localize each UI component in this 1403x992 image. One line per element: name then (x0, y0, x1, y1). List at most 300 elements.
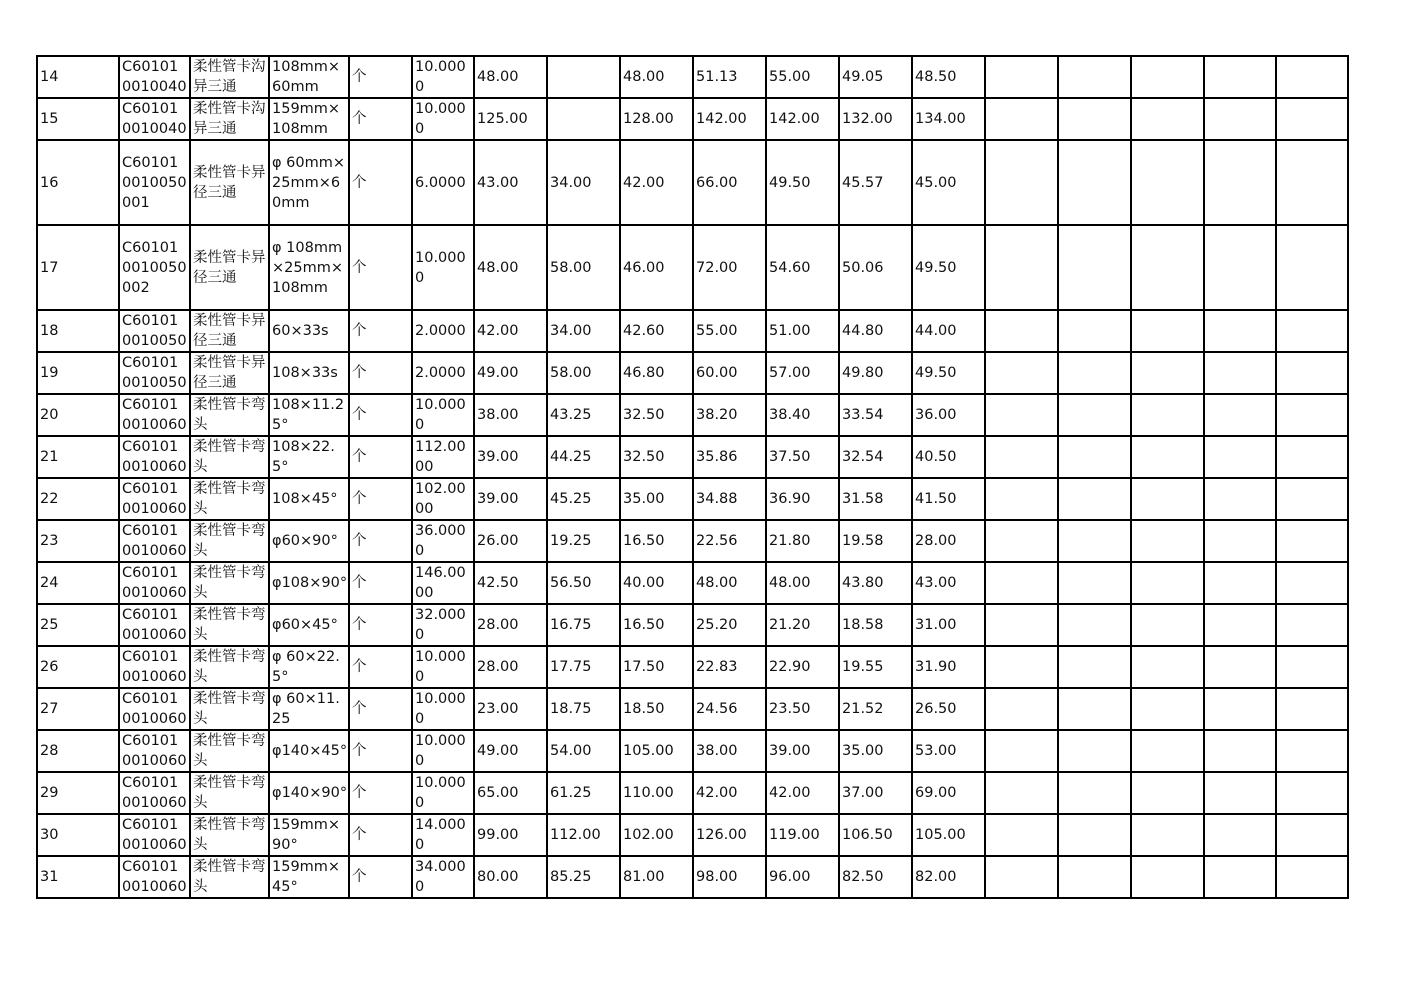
item-name-cell: 柔性管卡弯头 (190, 604, 269, 646)
item-code-cell: C60101 0010060 (119, 814, 190, 856)
price-cell: 49.05 (839, 56, 912, 98)
quantity-cell: 112.0000 (412, 436, 474, 478)
unit-cell: 个 (349, 225, 412, 310)
item-code-cell: C60101 0010050 002 (119, 225, 190, 310)
price-cell: 37.00 (839, 772, 912, 814)
table-row (37, 856, 1348, 898)
unit-cell: 个 (349, 730, 412, 772)
empty-cell (1058, 310, 1131, 352)
unit-cell: 个 (349, 394, 412, 436)
item-code-cell: C60101 0010060 (119, 436, 190, 478)
price-cell: 34.88 (693, 478, 766, 520)
price-cell: 25.20 (693, 604, 766, 646)
item-name-cell: 柔性管卡弯头 (190, 520, 269, 562)
price-cell: 142.00 (693, 98, 766, 140)
item-spec-cell: φ140×90° (269, 772, 349, 814)
price-cell: 45.57 (839, 140, 912, 225)
price-cell: 43.25 (547, 394, 620, 436)
price-cell: 31.58 (839, 478, 912, 520)
price-cell: 35.00 (839, 730, 912, 772)
empty-cell (1204, 310, 1276, 352)
empty-cell (1204, 814, 1276, 856)
item-code-cell: C60101 0010060 (119, 562, 190, 604)
price-cell: 80.00 (474, 856, 547, 898)
item-spec-cell: φ 108mm×25mm×108mm (269, 225, 349, 310)
price-cell: 58.00 (547, 225, 620, 310)
price-cell (547, 56, 620, 98)
empty-cell (1131, 646, 1204, 688)
price-cell: 49.50 (912, 352, 985, 394)
table-row (37, 225, 1348, 310)
quantity-cell: 10.0000 (412, 98, 474, 140)
price-cell: 98.00 (693, 856, 766, 898)
unit-cell: 个 (349, 56, 412, 98)
table-row (37, 562, 1348, 604)
empty-cell (1276, 562, 1348, 604)
price-cell: 46.00 (620, 225, 693, 310)
empty-cell (1058, 772, 1131, 814)
quantity-cell: 2.0000 (412, 352, 474, 394)
item-spec-cell: 108×11.25° (269, 394, 349, 436)
empty-cell (1276, 730, 1348, 772)
empty-cell (1131, 730, 1204, 772)
price-cell: 39.00 (474, 478, 547, 520)
price-cell: 102.00 (620, 814, 693, 856)
row-number-cell: 26 (37, 646, 119, 688)
empty-cell (1204, 140, 1276, 225)
item-code-cell: C60101 0010060 (119, 520, 190, 562)
empty-cell (985, 225, 1058, 310)
price-cell: 50.06 (839, 225, 912, 310)
price-cell: 45.00 (912, 140, 985, 225)
empty-cell (985, 98, 1058, 140)
table-row (37, 394, 1348, 436)
price-cell: 105.00 (620, 730, 693, 772)
price-cell: 48.50 (912, 56, 985, 98)
price-cell: 21.20 (766, 604, 839, 646)
empty-cell (1204, 688, 1276, 730)
price-cell: 85.25 (547, 856, 620, 898)
empty-cell (985, 856, 1058, 898)
price-cell: 48.00 (693, 562, 766, 604)
item-spec-cell: φ60×45° (269, 604, 349, 646)
price-cell: 36.90 (766, 478, 839, 520)
item-name-cell: 柔性管卡弯头 (190, 856, 269, 898)
price-cell: 42.50 (474, 562, 547, 604)
item-name-cell: 柔性管卡异径三通 (190, 225, 269, 310)
empty-cell (1058, 436, 1131, 478)
table-row (37, 310, 1348, 352)
quantity-cell: 146.0000 (412, 562, 474, 604)
price-cell: 99.00 (474, 814, 547, 856)
table-row (37, 814, 1348, 856)
empty-cell (985, 394, 1058, 436)
price-cell: 34.00 (547, 140, 620, 225)
unit-cell: 个 (349, 352, 412, 394)
item-spec-cell: 108×45° (269, 478, 349, 520)
price-cell: 49.50 (912, 225, 985, 310)
item-name-cell: 柔性管卡沟异三通 (190, 98, 269, 140)
unit-cell: 个 (349, 688, 412, 730)
price-cell: 37.50 (766, 436, 839, 478)
empty-cell (1276, 352, 1348, 394)
empty-cell (985, 478, 1058, 520)
price-cell: 42.00 (474, 310, 547, 352)
price-cell: 132.00 (839, 98, 912, 140)
price-cell (547, 98, 620, 140)
item-spec-cell: φ60×90° (269, 520, 349, 562)
price-cell: 49.80 (839, 352, 912, 394)
price-cell: 28.00 (912, 520, 985, 562)
item-spec-cell: 108×22.5° (269, 436, 349, 478)
price-cell: 51.00 (766, 310, 839, 352)
price-cell: 48.00 (766, 562, 839, 604)
item-name-cell: 柔性管卡弯头 (190, 478, 269, 520)
row-number-cell: 23 (37, 520, 119, 562)
quantity-cell: 10.0000 (412, 225, 474, 310)
price-cell: 72.00 (693, 225, 766, 310)
item-spec-cell: φ 60×22.5° (269, 646, 349, 688)
price-cell: 41.50 (912, 478, 985, 520)
quantity-cell: 10.0000 (412, 394, 474, 436)
price-cell: 35.86 (693, 436, 766, 478)
table-row (37, 520, 1348, 562)
empty-cell (1276, 98, 1348, 140)
price-cell: 126.00 (693, 814, 766, 856)
item-spec-cell: 60×33s (269, 310, 349, 352)
unit-cell: 个 (349, 310, 412, 352)
empty-cell (1204, 856, 1276, 898)
price-cell: 23.00 (474, 688, 547, 730)
row-number-cell: 31 (37, 856, 119, 898)
price-cell: 40.50 (912, 436, 985, 478)
table-row (37, 478, 1348, 520)
price-cell: 19.25 (547, 520, 620, 562)
price-cell: 22.90 (766, 646, 839, 688)
price-cell: 19.55 (839, 646, 912, 688)
price-cell: 33.54 (839, 394, 912, 436)
empty-cell (1131, 140, 1204, 225)
empty-cell (985, 56, 1058, 98)
price-cell: 42.00 (620, 140, 693, 225)
item-name-cell: 柔性管卡弯头 (190, 394, 269, 436)
empty-cell (1058, 140, 1131, 225)
empty-cell (985, 604, 1058, 646)
empty-cell (1131, 856, 1204, 898)
price-cell: 16.50 (620, 520, 693, 562)
empty-cell (1058, 352, 1131, 394)
item-spec-cell: 159mm×45° (269, 856, 349, 898)
empty-cell (985, 730, 1058, 772)
item-code-cell: C60101 0010060 (119, 688, 190, 730)
price-cell: 16.50 (620, 604, 693, 646)
empty-cell (985, 520, 1058, 562)
quantity-cell: 10.0000 (412, 646, 474, 688)
empty-cell (1131, 562, 1204, 604)
row-number-cell: 25 (37, 604, 119, 646)
empty-cell (1131, 436, 1204, 478)
empty-cell (1131, 310, 1204, 352)
empty-cell (1058, 520, 1131, 562)
price-cell: 48.00 (620, 56, 693, 98)
item-spec-cell: φ108×90° (269, 562, 349, 604)
quantity-cell: 10.0000 (412, 56, 474, 98)
price-cell: 69.00 (912, 772, 985, 814)
row-number-cell: 18 (37, 310, 119, 352)
empty-cell (1131, 394, 1204, 436)
price-cell: 40.00 (620, 562, 693, 604)
unit-cell: 个 (349, 436, 412, 478)
item-name-cell: 柔性管卡沟异三通 (190, 56, 269, 98)
unit-cell: 个 (349, 772, 412, 814)
price-cell: 54.60 (766, 225, 839, 310)
empty-cell (1204, 562, 1276, 604)
empty-cell (1131, 772, 1204, 814)
price-cell: 38.40 (766, 394, 839, 436)
quantity-cell: 10.0000 (412, 730, 474, 772)
price-cell: 45.25 (547, 478, 620, 520)
price-cell: 22.56 (693, 520, 766, 562)
empty-cell (1204, 394, 1276, 436)
price-cell: 38.20 (693, 394, 766, 436)
empty-cell (985, 436, 1058, 478)
empty-cell (1058, 688, 1131, 730)
empty-cell (1131, 98, 1204, 140)
quantity-cell: 2.0000 (412, 310, 474, 352)
quantity-cell: 102.0000 (412, 478, 474, 520)
quantity-cell: 32.0000 (412, 604, 474, 646)
row-number-cell: 24 (37, 562, 119, 604)
row-number-cell: 15 (37, 98, 119, 140)
price-cell: 17.50 (620, 646, 693, 688)
quantity-cell: 36.0000 (412, 520, 474, 562)
unit-cell: 个 (349, 520, 412, 562)
price-cell: 65.00 (474, 772, 547, 814)
price-cell: 42.00 (766, 772, 839, 814)
item-name-cell: 柔性管卡弯头 (190, 436, 269, 478)
price-cell: 49.00 (474, 352, 547, 394)
quantity-cell: 14.0000 (412, 814, 474, 856)
price-cell: 55.00 (766, 56, 839, 98)
empty-cell (1276, 604, 1348, 646)
empty-cell (1204, 352, 1276, 394)
item-code-cell: C60101 0010060 (119, 856, 190, 898)
price-cell: 21.52 (839, 688, 912, 730)
price-cell: 18.75 (547, 688, 620, 730)
price-cell: 112.00 (547, 814, 620, 856)
item-name-cell: 柔性管卡弯头 (190, 688, 269, 730)
price-cell: 61.25 (547, 772, 620, 814)
item-code-cell: C60101 0010040 (119, 56, 190, 98)
price-cell: 39.00 (766, 730, 839, 772)
table-row (37, 140, 1348, 225)
price-cell: 44.00 (912, 310, 985, 352)
item-spec-cell: φ140×45° (269, 730, 349, 772)
empty-cell (1131, 352, 1204, 394)
price-cell: 18.58 (839, 604, 912, 646)
empty-cell (1058, 225, 1131, 310)
price-cell: 51.13 (693, 56, 766, 98)
item-name-cell: 柔性管卡异径三通 (190, 310, 269, 352)
item-spec-cell: 159mm×90° (269, 814, 349, 856)
empty-cell (1204, 520, 1276, 562)
price-cell: 48.00 (474, 225, 547, 310)
unit-cell: 个 (349, 604, 412, 646)
table-row (37, 688, 1348, 730)
empty-cell (1058, 478, 1131, 520)
item-code-cell: C60101 0010040 (119, 98, 190, 140)
empty-cell (1131, 688, 1204, 730)
row-number-cell: 16 (37, 140, 119, 225)
price-cell: 19.58 (839, 520, 912, 562)
price-cell: 43.00 (912, 562, 985, 604)
table-row (37, 772, 1348, 814)
item-code-cell: C60101 0010060 (119, 604, 190, 646)
price-cell: 21.80 (766, 520, 839, 562)
empty-cell (1204, 436, 1276, 478)
item-code-cell: C60101 0010060 (119, 772, 190, 814)
empty-cell (1058, 730, 1131, 772)
item-spec-cell: 108mm×60mm (269, 56, 349, 98)
table-row (37, 730, 1348, 772)
empty-cell (1058, 56, 1131, 98)
item-name-cell: 柔性管卡弯头 (190, 646, 269, 688)
price-cell: 125.00 (474, 98, 547, 140)
empty-cell (985, 352, 1058, 394)
item-code-cell: C60101 0010050 001 (119, 140, 190, 225)
empty-cell (985, 814, 1058, 856)
row-number-cell: 19 (37, 352, 119, 394)
item-name-cell: 柔性管卡异径三通 (190, 352, 269, 394)
price-cell: 38.00 (693, 730, 766, 772)
empty-cell (985, 772, 1058, 814)
unit-cell: 个 (349, 646, 412, 688)
table-row (37, 646, 1348, 688)
item-code-cell: C60101 0010050 (119, 310, 190, 352)
unit-cell: 个 (349, 856, 412, 898)
price-cell: 106.50 (839, 814, 912, 856)
row-number-cell: 21 (37, 436, 119, 478)
empty-cell (1276, 688, 1348, 730)
table-row (37, 436, 1348, 478)
item-name-cell: 柔性管卡弯头 (190, 562, 269, 604)
empty-cell (1204, 98, 1276, 140)
price-cell: 43.00 (474, 140, 547, 225)
empty-cell (1276, 310, 1348, 352)
unit-cell: 个 (349, 562, 412, 604)
empty-cell (985, 646, 1058, 688)
item-name-cell: 柔性管卡弯头 (190, 814, 269, 856)
item-code-cell: C60101 0010060 (119, 646, 190, 688)
price-cell: 44.25 (547, 436, 620, 478)
empty-cell (985, 562, 1058, 604)
empty-cell (1276, 478, 1348, 520)
empty-cell (985, 310, 1058, 352)
empty-cell (1204, 730, 1276, 772)
row-number-cell: 30 (37, 814, 119, 856)
quantity-cell: 34.0000 (412, 856, 474, 898)
table-body (37, 56, 1348, 898)
price-cell: 31.00 (912, 604, 985, 646)
price-cell: 119.00 (766, 814, 839, 856)
empty-cell (1204, 772, 1276, 814)
empty-cell (1276, 225, 1348, 310)
price-cell: 26.00 (474, 520, 547, 562)
item-name-cell: 柔性管卡异径三通 (190, 140, 269, 225)
empty-cell (1276, 772, 1348, 814)
empty-cell (1204, 646, 1276, 688)
row-number-cell: 17 (37, 225, 119, 310)
price-cell: 96.00 (766, 856, 839, 898)
empty-cell (1276, 436, 1348, 478)
price-cell: 31.90 (912, 646, 985, 688)
price-cell: 60.00 (693, 352, 766, 394)
price-cell: 49.50 (766, 140, 839, 225)
empty-cell (1131, 478, 1204, 520)
empty-cell (1276, 56, 1348, 98)
table-row (37, 604, 1348, 646)
item-name-cell: 柔性管卡弯头 (190, 772, 269, 814)
price-table (36, 55, 1349, 899)
item-code-cell: C60101 0010050 (119, 352, 190, 394)
empty-cell (1058, 98, 1131, 140)
price-cell: 42.60 (620, 310, 693, 352)
price-cell: 53.00 (912, 730, 985, 772)
row-number-cell: 28 (37, 730, 119, 772)
price-cell: 54.00 (547, 730, 620, 772)
price-cell: 28.00 (474, 646, 547, 688)
price-cell: 142.00 (766, 98, 839, 140)
empty-cell (1058, 562, 1131, 604)
table-row (37, 56, 1348, 98)
item-spec-cell: 159mm×108mm (269, 98, 349, 140)
quantity-cell: 6.0000 (412, 140, 474, 225)
item-spec-cell: φ 60×11.25 (269, 688, 349, 730)
price-cell: 35.00 (620, 478, 693, 520)
item-spec-cell: 108×33s (269, 352, 349, 394)
price-cell: 23.50 (766, 688, 839, 730)
unit-cell: 个 (349, 478, 412, 520)
empty-cell (1131, 814, 1204, 856)
price-cell: 26.50 (912, 688, 985, 730)
price-cell: 32.54 (839, 436, 912, 478)
price-cell: 57.00 (766, 352, 839, 394)
empty-cell (1204, 604, 1276, 646)
empty-cell (1131, 225, 1204, 310)
row-number-cell: 14 (37, 56, 119, 98)
price-cell: 81.00 (620, 856, 693, 898)
empty-cell (1058, 814, 1131, 856)
price-cell: 44.80 (839, 310, 912, 352)
price-cell: 24.56 (693, 688, 766, 730)
price-cell: 16.75 (547, 604, 620, 646)
row-number-cell: 20 (37, 394, 119, 436)
empty-cell (1131, 520, 1204, 562)
price-cell: 46.80 (620, 352, 693, 394)
empty-cell (1131, 604, 1204, 646)
price-cell: 110.00 (620, 772, 693, 814)
price-cell: 32.50 (620, 394, 693, 436)
quantity-cell: 10.0000 (412, 688, 474, 730)
unit-cell: 个 (349, 814, 412, 856)
empty-cell (1131, 56, 1204, 98)
empty-cell (1058, 604, 1131, 646)
item-code-cell: C60101 0010060 (119, 730, 190, 772)
table-row (37, 98, 1348, 140)
price-cell: 55.00 (693, 310, 766, 352)
item-spec-cell: φ 60mm×25mm×60mm (269, 140, 349, 225)
price-cell: 36.00 (912, 394, 985, 436)
